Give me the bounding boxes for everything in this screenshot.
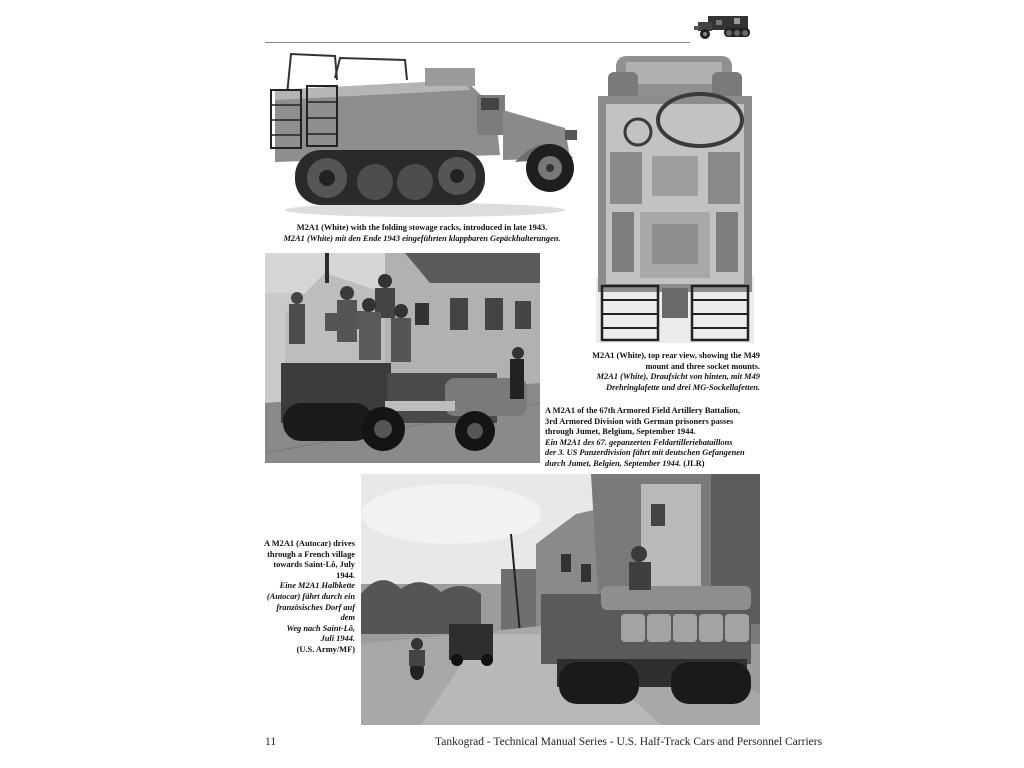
caption-en-line: through a French village [267,549,355,559]
photo-village-road [361,474,760,725]
photo-credit: (U.S. Army/MF) [296,644,355,654]
caption-en-line: 1944. [336,570,355,580]
caption-de-line: der 3. US Panzerdivision fährt mit deutschen Gefangenen [545,448,745,458]
running-title: Tankograd - Technical Manual Series - U.S. Half-Track Cars and Personnel Carriers [435,736,823,748]
caption-de-line [545,459,765,470]
caption-de-line: Weg nach Saint-Lô, [286,623,355,633]
photo-side-view [265,50,580,218]
caption-street-prisoners [545,406,765,470]
photo-street-prisoners [265,253,540,463]
half-track-icon [690,8,760,44]
caption-de-line: französisches Dorf auf dem [276,602,355,623]
caption-en-line: mount and three socket mounts. [645,361,760,371]
caption-top-view [565,351,760,393]
caption-en: M2A1 (White) with the folding stowage racks, introduced in late 1943. [296,223,548,232]
header-rule [265,42,690,43]
caption-de: M2A1 (White) mit den Ende 1943 eingeführten klappbaren Gepäckhalterungen. [283,233,561,243]
caption-side-view [272,223,572,244]
caption-en-line: M2A1 (White), top rear view, showing the M49 [592,351,760,360]
caption-en-line: 3rd Armored Division with German prisoners passes [545,416,734,426]
caption-village-road [262,539,355,656]
caption-en-line: A M2A1 (Autocar) drives [264,539,355,548]
caption-de-line: Drehringlafette und drei MG-Sockellafetten. [605,382,760,392]
caption-en-line: towards Saint-Lô, July [273,560,355,570]
caption-de-line: Ein M2A1 des 67. gepanzerten Feldartilleriebataillons [545,437,733,447]
caption-en-line: through Jumet, Belgium, September 1944. [545,427,696,437]
page-number: 11 [265,736,277,748]
caption-de-line: Eine M2A1 Halbkette [279,581,355,591]
caption-de-text: durch Jumet, Belgien, September 1944. [545,458,682,468]
caption-en-line: A M2A1 of the 67th Armored Field Artillery Battalion, [545,406,741,415]
caption-de-line: M2A1 (White), Draufsicht von hinten, mit M49 [596,372,760,382]
caption-de-line: (Autocar) fährt durch ein [266,591,355,601]
caption-de-line: Juli 1944. [320,634,355,644]
photo-credit: (JLR) [683,458,705,468]
photo-top-view [590,52,760,348]
